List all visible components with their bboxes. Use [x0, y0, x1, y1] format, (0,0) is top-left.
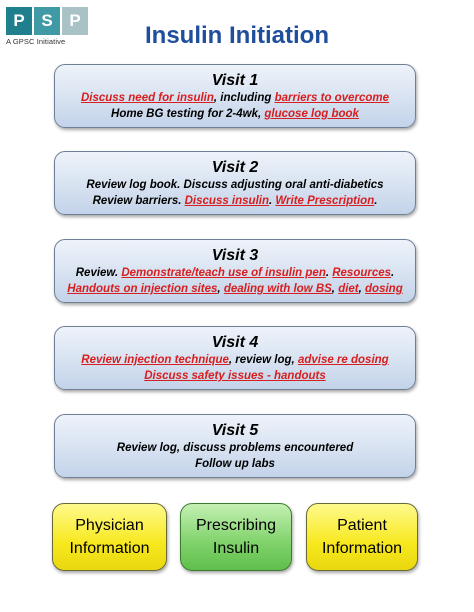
visit-text: ,	[358, 283, 366, 295]
link-glucose-log-book[interactable]: glucose log book	[264, 108, 359, 120]
visit-text: .	[268, 195, 276, 207]
visit-text: .	[325, 267, 333, 279]
link-discuss-need-for-insulin[interactable]: Discuss need for insulin	[80, 92, 214, 104]
patient-information-button[interactable]	[306, 503, 418, 571]
visit-2-box	[54, 151, 416, 215]
visit-title: Visit 5	[211, 422, 259, 439]
link-review-injection-technique[interactable]: Review injection technique	[81, 354, 229, 366]
visit-line	[55, 368, 415, 384]
button-label	[196, 514, 276, 560]
link-diet[interactable]: diet	[338, 283, 359, 295]
link-resources[interactable]: Resources	[332, 267, 392, 279]
visit-text: .	[391, 267, 395, 279]
visit-4-box	[54, 326, 416, 390]
visit-text: Review log book. Discuss adjusting oral anti-diabetics	[86, 179, 384, 191]
visit-text: , review log,	[228, 354, 298, 366]
button-label-line: Information	[321, 540, 403, 557]
link-write-prescription[interactable]: Write Prescription	[275, 195, 375, 207]
visit-text: ,	[217, 283, 224, 295]
link-dealing-with-low-bs[interactable]: dealing with low BS	[223, 283, 332, 295]
visit-line	[55, 281, 415, 297]
visit-title: Visit 3	[211, 247, 259, 264]
link-advise-re-dosing[interactable]: advise re dosing	[297, 354, 389, 366]
visit-line	[55, 177, 415, 193]
physician-information-button[interactable]	[52, 503, 167, 571]
visit-text: ,	[331, 283, 339, 295]
visit-line	[55, 106, 415, 122]
visit-text: Follow up labs	[195, 458, 275, 470]
visit-text: Home BG testing for 2-4wk,	[111, 108, 265, 120]
visit-title: Visit 1	[211, 72, 259, 89]
button-label-line: Prescribing	[195, 517, 277, 534]
link-discuss-insulin[interactable]: Discuss insulin	[184, 195, 269, 207]
visit-line	[55, 456, 415, 472]
page-title: Insulin Initiation	[145, 22, 329, 49]
logo-subtitle: A GPSC Initiative	[6, 37, 66, 46]
link-safety-issues-handouts[interactable]: Discuss safety issues - handouts	[144, 370, 326, 382]
button-label	[69, 514, 149, 560]
visit-1-box	[54, 64, 416, 128]
button-label-line: Insulin	[212, 540, 260, 557]
visit-text: , including	[213, 92, 275, 104]
link-demonstrate-insulin-pen[interactable]: Demonstrate/teach use of insulin pen	[121, 267, 326, 279]
visit-line	[55, 90, 415, 106]
visit-3-box	[54, 239, 416, 303]
visit-line	[55, 265, 415, 281]
visit-text: Review log, discuss problems encountered	[116, 442, 354, 454]
button-label-line: Patient	[337, 517, 387, 534]
button-label	[322, 514, 402, 560]
link-handouts-injection-sites[interactable]: Handouts on injection sites	[67, 283, 218, 295]
visit-title: Visit 4	[211, 334, 259, 351]
visit-line	[55, 440, 415, 456]
prescribing-insulin-button[interactable]	[180, 503, 292, 571]
visit-text: Review barriers.	[92, 195, 185, 207]
visit-line	[55, 352, 415, 368]
button-label-line: Physician	[75, 517, 144, 534]
link-dosing[interactable]: dosing	[365, 283, 403, 295]
visit-text: Review.	[75, 267, 122, 279]
visit-title: Visit 2	[211, 159, 259, 176]
logo-letter-s: S	[34, 7, 60, 35]
visit-text: .	[374, 195, 378, 207]
logo-letter-p: P	[6, 7, 32, 35]
logo-letter-p2: P	[62, 7, 88, 35]
visit-5-box	[54, 414, 416, 478]
link-barriers-to-overcome[interactable]: barriers to overcome	[274, 92, 390, 104]
button-label-line: Information	[69, 540, 150, 557]
visit-line	[55, 193, 415, 209]
